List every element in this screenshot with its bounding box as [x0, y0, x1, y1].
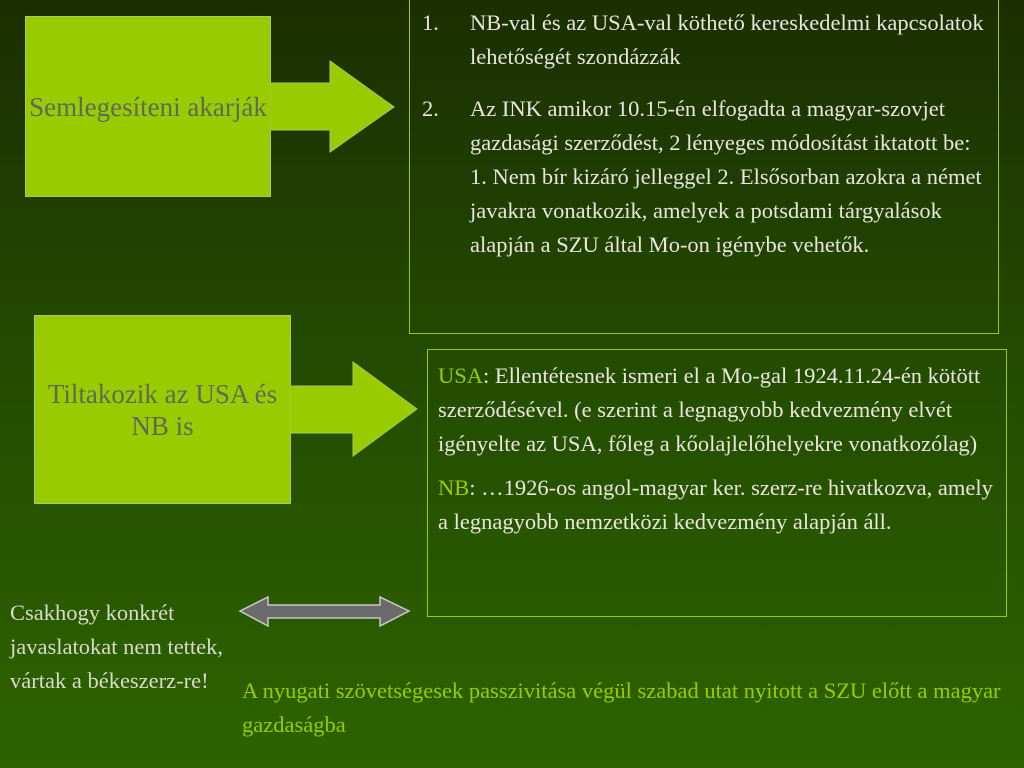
nb-label: NB — [438, 475, 470, 500]
list-number: 2. — [422, 96, 439, 121]
neutralize-label: Semlegesíteni akarják — [29, 91, 267, 122]
protest-details-panel — [427, 349, 1007, 617]
neutralize-box — [25, 16, 271, 197]
protest-box — [34, 315, 291, 504]
trade-list-panel — [409, 0, 999, 334]
usa-label: USA — [438, 363, 484, 388]
usa-detail — [438, 359, 996, 461]
list-item — [410, 6, 990, 74]
nb-detail — [438, 471, 996, 539]
right-arrow-icon — [270, 60, 396, 154]
double-arrow-icon — [238, 595, 412, 629]
conclusion-text: A nyugati szövetségesek passzivitása végül szabad utat nyitott a SZU előtt a magyar gazdaságba — [242, 678, 1001, 737]
list-number: 1. — [422, 10, 439, 35]
note-text: Csakhogy konkrét javaslatokat nem tettek, vártak a békeszerz-re! — [10, 600, 224, 693]
list-text: Az INK amikor 10.15-én elfogadta a magyar-szovjet gazdasági szerződést, 2 lényeges módosítást iktatott be: 1. Nem bír kizáró jelleggel 2. Elsősorban azokra a német javakra vonatkozik, amelyek a potsdami tárgyalások alapján a SZU által Mo-on igénybe vehetők. — [470, 96, 982, 257]
nb-text: : …1926-os angol-magyar ker. szerz-re hivatkozva, amely a legnagyobb nemzetközi kedvezmény alapján áll. — [438, 475, 993, 534]
right-arrow-icon — [290, 361, 420, 459]
list-text: NB-val és az USA-val köthető kereskedelmi kapcsolatok lehetőségét szondázzák — [470, 10, 984, 69]
usa-text: : Ellentétesnek ismeri el a Mo-gal 1924.11.24-én kötött szerződésével. (e szerint a legnagyobb kedvezmény elvét igényelte az USA, főleg a kőolajlelőhelyekre vonatkozólag) — [438, 363, 981, 456]
protest-label: Tiltakozik az USA és NB is — [47, 378, 278, 441]
list-item — [410, 92, 990, 262]
